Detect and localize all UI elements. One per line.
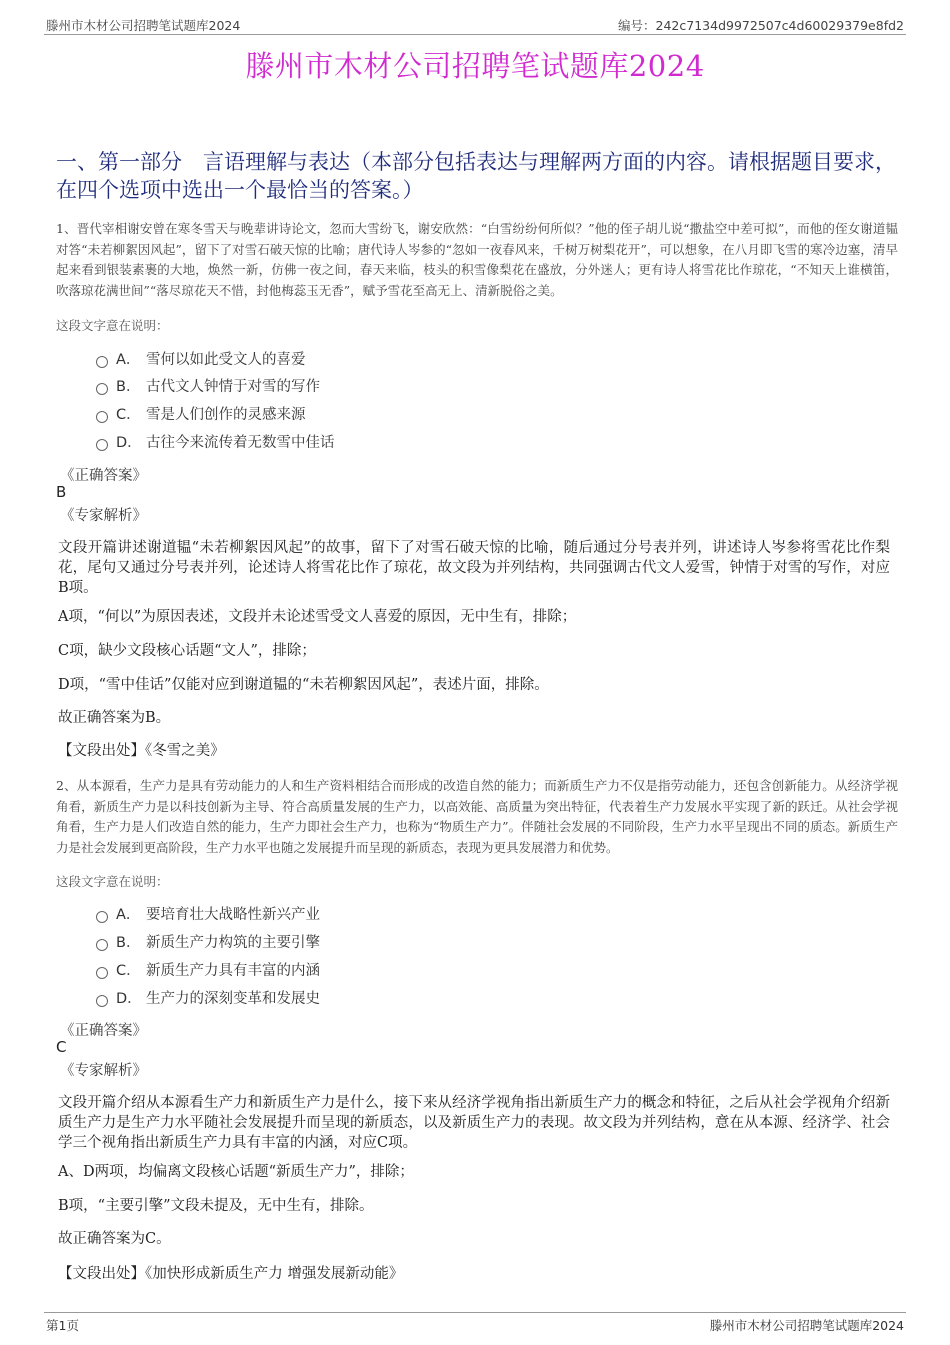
- question-1-analysis-para: A项，“何以”为原因表述，文段并未论述雪受文人喜爱的原因，无中生有，排除；: [58, 609, 577, 625]
- question-1-analysis-label: 《专家解析》: [60, 508, 147, 524]
- question-2-option-c[interactable]: [96, 961, 320, 981]
- question-1-analysis-para: C项，缺少文段核心话题“文人”，排除；: [58, 643, 316, 659]
- radio-icon[interactable]: [96, 439, 108, 451]
- option-text: 雪何以如此受文人的喜爱: [146, 352, 306, 368]
- question-2-prompt: 这段文字意在说明：: [56, 874, 169, 889]
- question-2-analysis-para: 文段开篇介绍从本源看生产力和新质生产力是什么，接下来从经济学视角指出新质生产力的概念和特征，之后从社会学视角介绍新质生产力是生产力水平随社会发展提升而呈现的新质态，以及新质生产力的表现。故文段为并列结构，意在从本源、经济学、社会学三个视角指出新质生产力具有丰富的内涵，对应C项。: [58, 1095, 890, 1151]
- option-letter: B．: [116, 379, 141, 395]
- option-letter: A．: [116, 907, 141, 923]
- option-text: 新质生产力构筑的主要引擎: [146, 935, 320, 951]
- question-1-prompt: 这段文字意在说明：: [56, 318, 169, 333]
- option-letter: D．: [116, 991, 142, 1007]
- option-text: 生产力的深刻变革和发展史: [146, 991, 320, 1007]
- footer-doc-title: 滕州市木材公司招聘笔试题库2024: [709, 1318, 904, 1333]
- question-2-source: 【文段出处】《加快形成新质生产力 增强发展新动能》: [58, 1266, 404, 1282]
- radio-icon[interactable]: [96, 939, 108, 951]
- option-letter: C．: [116, 963, 141, 979]
- question-1-option-b[interactable]: [96, 377, 320, 397]
- question-2-analysis-para: B项，“主要引擎”文段未提及，无中生有，排除。: [58, 1198, 374, 1214]
- option-text: 要培育壮大战略性新兴产业: [146, 907, 320, 923]
- option-letter: B．: [116, 935, 141, 951]
- header-doc-title: 滕州市木材公司招聘笔试题库2024: [46, 18, 241, 33]
- question-2-analysis-para: A、D两项，均偏离文段核心话题“新质生产力”，排除；: [58, 1164, 414, 1180]
- option-letter: A．: [116, 352, 141, 368]
- option-text: 古代文人钟情于对雪的写作: [146, 379, 320, 395]
- question-2-answer: C: [56, 1038, 67, 1056]
- radio-icon[interactable]: [96, 383, 108, 395]
- question-2-analysis-para: 故正确答案为C。: [58, 1231, 171, 1247]
- option-letter: D．: [116, 435, 142, 451]
- question-2-text: 2、从本源看，生产力是具有劳动能力的人和生产资料相结合而形成的改造自然的能力；而新质生产力不仅是指劳动能力，还包含创新能力。从经济学视角看，新质生产力是以科技创新为主导、符合高质量发展的生产力，以高效能、高质量为突出特征，代表着生产力发展水平实现了新的跃迁。从社会学视角看，生产力是人们改造自然的能力，生产力即社会生产力，也称为“物质生产力”。伴随社会发展的不同阶段，生产力水平呈现出不同的质态。新质生产力是社会发展到更高阶段，生产力水平也随之发展提升而呈现的新质态，表现为更具发展潜力和优势。: [56, 778, 898, 855]
- page-footer: [44, 1312, 906, 1335]
- question-1-source: 【文段出处】《冬雪之美》: [58, 743, 225, 759]
- page-title: 滕州市木材公司招聘笔试题库2024: [245, 49, 705, 83]
- question-1-analysis-para: D项，“雪中佳话”仅能对应到谢道韫的“未若柳絮因风起”，表述片面，排除。: [58, 677, 549, 693]
- header-doc-id: 编号：242c7134d9972507c4d60029379e8fd2: [618, 18, 904, 33]
- question-2-answer-label: 《正确答案》: [60, 1023, 147, 1039]
- page-number: 第1页: [46, 1318, 79, 1333]
- question-2-option-a[interactable]: [96, 905, 320, 925]
- question-2-option-d[interactable]: [96, 989, 320, 1009]
- question-1-option-d[interactable]: [96, 433, 335, 453]
- radio-icon[interactable]: [96, 356, 108, 368]
- radio-icon[interactable]: [96, 995, 108, 1007]
- option-text: 古往今来流传着无数雪中佳话: [146, 435, 335, 451]
- section-heading: 一、第一部分 言语理解与表达（本部分包括表达与理解两方面的内容。请根据题目要求，在四个选项中选出一个最恰当的答案。）: [56, 150, 896, 202]
- option-letter: C．: [116, 407, 141, 423]
- option-text: 雪是人们创作的灵感来源: [146, 407, 306, 423]
- question-1-option-c[interactable]: [96, 405, 306, 425]
- question-1-option-a[interactable]: [96, 350, 306, 370]
- radio-icon[interactable]: [96, 411, 108, 423]
- radio-icon[interactable]: [96, 967, 108, 979]
- question-1-answer-label: 《正确答案》: [60, 468, 147, 484]
- question-2-analysis-label: 《专家解析》: [60, 1063, 147, 1079]
- question-1-answer: B: [56, 483, 67, 501]
- question-1-text: 1、晋代宰相谢安曾在寒冬雪天与晚辈讲诗论文，忽而大雪纷飞，谢安欣然：“白雪纷纷何所似？”他的侄子胡儿说“撒盐空中差可拟”，而他的侄女谢道韫对答“未若柳絮因风起”，留下了对雪石破天惊的比喻；唐代诗人岑参的“忽如一夜春风来，千树万树梨花开”，可以想象，在八月即飞雪的寒冷边塞，清早起来看到银装素裹的大地，焕然一新，仿佛一夜之间，春天来临，枝头的积雪像梨花在盛放，分外迷人；更有诗人将雪花比作琼花，“不知天上谁横笛，吹落琼花满世间”“落尽琼花天不惜，封他梅蕊玉无香”，赋予雪花至高无上、清新脱俗之美。: [56, 221, 898, 298]
- radio-icon[interactable]: [96, 911, 108, 923]
- question-2-option-b[interactable]: [96, 933, 320, 953]
- question-1-analysis-para: 故正确答案为B。: [58, 710, 171, 726]
- page-header: [44, 14, 906, 35]
- question-1-analysis-para: 文段开篇讲述谢道韫“未若柳絮因风起”的故事，留下了对雪石破天惊的比喻，随后通过分号表并列，讲述诗人岑参将雪花比作梨花，尾句又通过分号表并列，论述诗人将雪花比作了琼花，故文段为并列结构，共同强调古代文人爱雪，钟情于对雪的写作，对应B项。: [58, 540, 890, 596]
- option-text: 新质生产力具有丰富的内涵: [146, 963, 320, 979]
